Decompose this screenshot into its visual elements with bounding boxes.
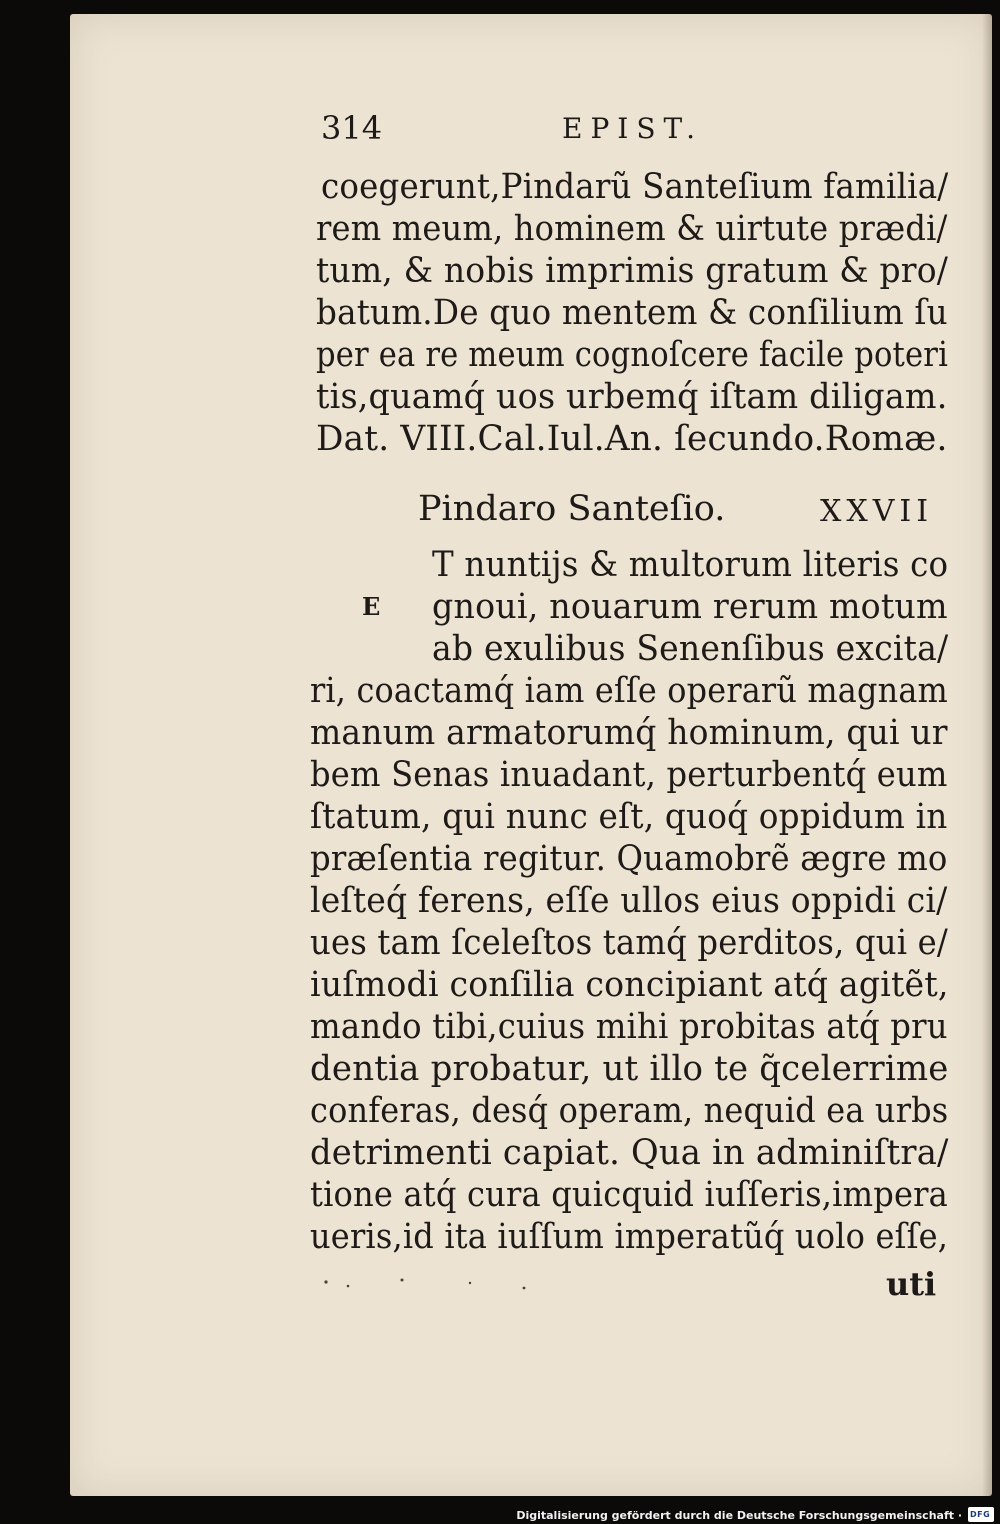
text-line: ri, coactamq́ iam eſſe operarũ magnam xyxy=(310,671,948,711)
catchword: uti xyxy=(886,1265,937,1303)
text-line: ues tam ſceleſtos tamq́ perditos, qui e/ xyxy=(310,923,948,963)
page-edge-shadow xyxy=(982,14,992,1496)
ink-specks xyxy=(318,1268,538,1298)
dfg-logo-text: DFG xyxy=(970,1510,991,1519)
text-line: manum armatorumq́ hominum, qui ur xyxy=(310,713,948,753)
text-line: tione atq́ cura quicquid iuſſeris,impera xyxy=(310,1175,948,1215)
text-line: gnoui, nouarum rerum motum xyxy=(432,587,948,627)
text-line: bem Senas inuadant, perturbentq́ eum xyxy=(310,755,948,795)
text-line: iuſmodi conſilia concipiant atq́ agitẽt, xyxy=(310,965,949,1005)
text-line: coegerunt,Pindarũ Santeſium familia/ xyxy=(321,167,949,207)
text-line: præſentia regitur. Quamobrẽ ægre mo xyxy=(310,839,948,879)
text-line: T nuntijs & multorum literis co xyxy=(432,545,949,585)
text-line: rem meum, hominem & uirtute prædi/ xyxy=(316,209,948,249)
letter-number: XXVII xyxy=(820,494,934,529)
footer-credit: Digitalisierung gefördert durch die Deutsche Forschungsgemeinschaft · xyxy=(516,1509,962,1522)
running-title: EPIST. xyxy=(562,112,703,145)
text-line: ab exulibus Senenſibus excita/ xyxy=(432,629,949,669)
text-line: ueris,id ita iuſſum imperatũq́ uolo eſſe, xyxy=(310,1217,949,1257)
initial-letter: E xyxy=(362,592,381,621)
text-line: tis,quamq́ uos urbemq́ iſtam diligam. xyxy=(316,377,948,417)
text-line: Dat. VIII.Cal.Iul.An. ſecundo.Romæ. xyxy=(316,419,948,459)
text-line: ſtatum, qui nunc eſt, quoq́ oppidum in xyxy=(310,797,948,837)
letter-heading: Pindaro Santeſio. xyxy=(418,489,726,529)
text-line: conferas, desq́ operam, nequid ea urbs xyxy=(310,1091,949,1131)
text-line: dentia probatur, ut illo te q̃celerrime xyxy=(310,1049,949,1089)
text-line: per ea re meum cognoſcere facile poteri xyxy=(316,335,949,375)
page-number: 314 xyxy=(321,109,383,147)
text-line: batum.De quo mentem & conſilium ſu xyxy=(316,293,948,333)
dfg-logo-icon xyxy=(968,1507,994,1522)
text-line: mando tibi,cuius mihi probitas atq́ pru xyxy=(310,1007,948,1047)
text-line: tum, & nobis imprimis gratum & pro/ xyxy=(316,251,949,291)
text-line: leſteq́ ferens, eſſe ullos eius oppidi ci/ xyxy=(310,881,948,921)
text-line: detrimenti capiat. Qua in adminiſtra/ xyxy=(310,1133,949,1173)
